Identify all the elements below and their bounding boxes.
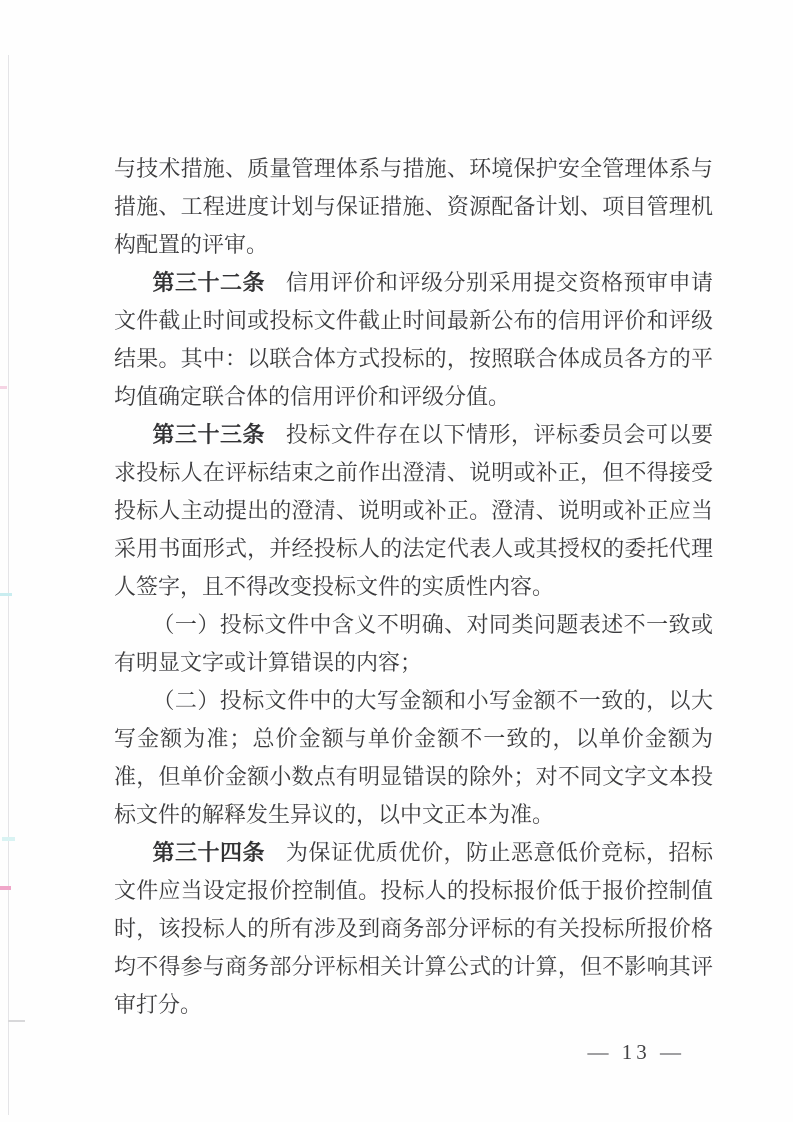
paragraph-continuation	[114, 150, 713, 264]
article-number: 第三十二条	[152, 270, 266, 295]
article-number: 第三十四条	[152, 840, 266, 865]
paragraph-item-2	[114, 682, 713, 834]
paragraph-text: 为保证优质优价，防止恶意低价竞标，招标文件应当设定报价控制值。投标人的投标报价低于报价控制值时，该投标人的所有涉及到商务部分评标的有关投标所报价格均不得参与商务部分评标相关计算公式的计算，但不影响其评审打分。	[114, 840, 713, 1017]
paragraph-article-33	[114, 416, 713, 606]
scan-artifact-gray	[8, 1020, 25, 1022]
page-number: — 13 —	[587, 1040, 685, 1064]
scan-artifact-cyan	[0, 593, 12, 596]
paragraph-text: （一）投标文件中含义不明确、对同类问题表述不一致或有明显文字或计算错误的内容；	[114, 612, 713, 675]
scan-artifact-cyan	[2, 837, 15, 841]
paragraph-article-32	[114, 264, 713, 416]
scan-edge-line	[8, 55, 9, 1115]
article-number: 第三十三条	[152, 422, 266, 447]
paragraph-text: 投标文件存在以下情形，评标委员会可以要求投标人在评标结束之前作出澄清、说明或补正，但不得接受投标人主动提出的澄清、说明或补正。澄清、说明或补正应当采用书面形式，并经投标人的法定代表人或其授权的委托代理人签字，且不得改变投标文件的实质性内容。	[114, 422, 713, 599]
paragraph-item-1	[114, 606, 713, 682]
body-text	[114, 150, 713, 1024]
scan-artifact-pink	[0, 386, 7, 389]
paragraph-text: 信用评价和评级分别采用提交资格预审申请文件截止时间或投标文件截止时间最新公布的信用评价和评级结果。其中：以联合体方式投标的，按照联合体成员各方的平均值确定联合体的信用评价和评级分值。	[114, 270, 713, 409]
paragraph-text: （二）投标文件中的大写金额和小写金额不一致的，以大写金额为准；总价金额与单价金额不一致的，以单价金额为准，但单价金额小数点有明显错误的除外；对不同文字文本投标文件的解释发生异议的，以中文正本为准。	[114, 688, 713, 827]
paragraph-text: 与技术措施、质量管理体系与措施、环境保护安全管理体系与措施、工程进度计划与保证措施、资源配备计划、项目管理机构配置的评审。	[114, 156, 713, 257]
scan-artifact-pink	[0, 886, 11, 890]
paragraph-article-34	[114, 834, 713, 1024]
